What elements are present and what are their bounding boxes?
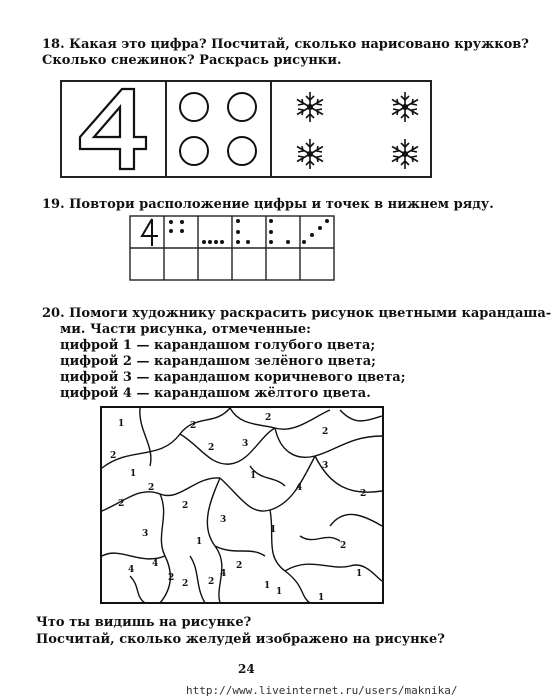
region-number: 1 xyxy=(270,525,277,535)
region-number: 2 xyxy=(168,573,175,583)
region-number: 1 xyxy=(318,593,325,603)
page-number: 24 xyxy=(238,662,255,676)
task20-item3: цифрой 3 — карандашом коричневого цвета; xyxy=(60,370,406,385)
snowflake-icon xyxy=(297,92,323,122)
region-number: 4 xyxy=(220,569,227,579)
region-number: 1 xyxy=(130,469,137,479)
task20-item1: цифрой 1 — карандашом голубого цвета; xyxy=(60,338,376,353)
task19-text: 19. Повтори расположение цифры и точек в нижнем ряду. xyxy=(42,197,494,212)
region-number: 2 xyxy=(340,541,347,551)
region-number: 1 xyxy=(118,419,125,429)
region-number: 2 xyxy=(182,579,189,589)
region-number: 4 xyxy=(296,483,303,493)
snowflake-icon xyxy=(392,139,418,169)
region-number: 2 xyxy=(208,443,215,453)
region-number: 2 xyxy=(208,577,215,587)
task19-grid xyxy=(130,216,340,282)
region-number: 4 xyxy=(152,559,159,569)
task18-line2: Сколько снежинок? Раскрась рисунки. xyxy=(42,53,342,68)
region-number: 1 xyxy=(196,537,203,547)
region-number: 3 xyxy=(220,515,227,525)
circles-group xyxy=(170,85,268,175)
task20-line1: 20. Помоги художнику раскрасить рисунок цветными карандаша- xyxy=(42,306,551,321)
region-number: 2 xyxy=(182,501,189,511)
coloring-picture xyxy=(100,406,384,604)
snowflake-icon xyxy=(297,139,323,169)
region-number: 2 xyxy=(322,427,329,437)
question-2: Посчитай, сколько желудей изображено на рисунке? xyxy=(36,632,445,647)
region-number: 3 xyxy=(242,439,249,449)
region-number: 2 xyxy=(148,483,155,493)
circle xyxy=(228,137,256,165)
watermark-url: http://www.liveinternet.ru/users/maknika/ xyxy=(186,684,458,697)
region-number: 2 xyxy=(118,499,125,509)
task20-line2: ми. Части рисунка, отмеченные: xyxy=(60,322,311,337)
dot-patterns xyxy=(169,219,329,244)
question-1: Что ты видишь на рисунке? xyxy=(36,615,252,630)
region-number: 2 xyxy=(110,451,117,461)
snowflakes-group xyxy=(275,82,430,177)
region-number: 2 xyxy=(190,421,197,431)
circle xyxy=(228,93,256,121)
circle xyxy=(180,137,208,165)
task20-item4: цифрой 4 — карандашом жёлтого цвета. xyxy=(60,386,371,401)
region-number: 4 xyxy=(128,565,135,575)
snowflake-icon xyxy=(392,92,418,122)
region-number: 1 xyxy=(250,471,257,481)
region-number: 2 xyxy=(236,561,243,571)
circle xyxy=(180,93,208,121)
region-number: 1 xyxy=(356,569,363,579)
big-digit-four xyxy=(70,85,160,175)
region-number: 2 xyxy=(360,489,367,499)
region-number: 2 xyxy=(265,413,272,423)
region-number: 1 xyxy=(276,587,283,597)
region-number: 3 xyxy=(322,461,329,471)
region-number: 3 xyxy=(142,529,149,539)
small-digit-four xyxy=(142,219,158,246)
task20-item2: цифрой 2 — карандашом зелёного цвета; xyxy=(60,354,376,369)
task18-line1: 18. Какая это цифра? Посчитай, сколько нарисовано кружков? xyxy=(42,37,529,52)
region-number: 1 xyxy=(264,581,271,591)
